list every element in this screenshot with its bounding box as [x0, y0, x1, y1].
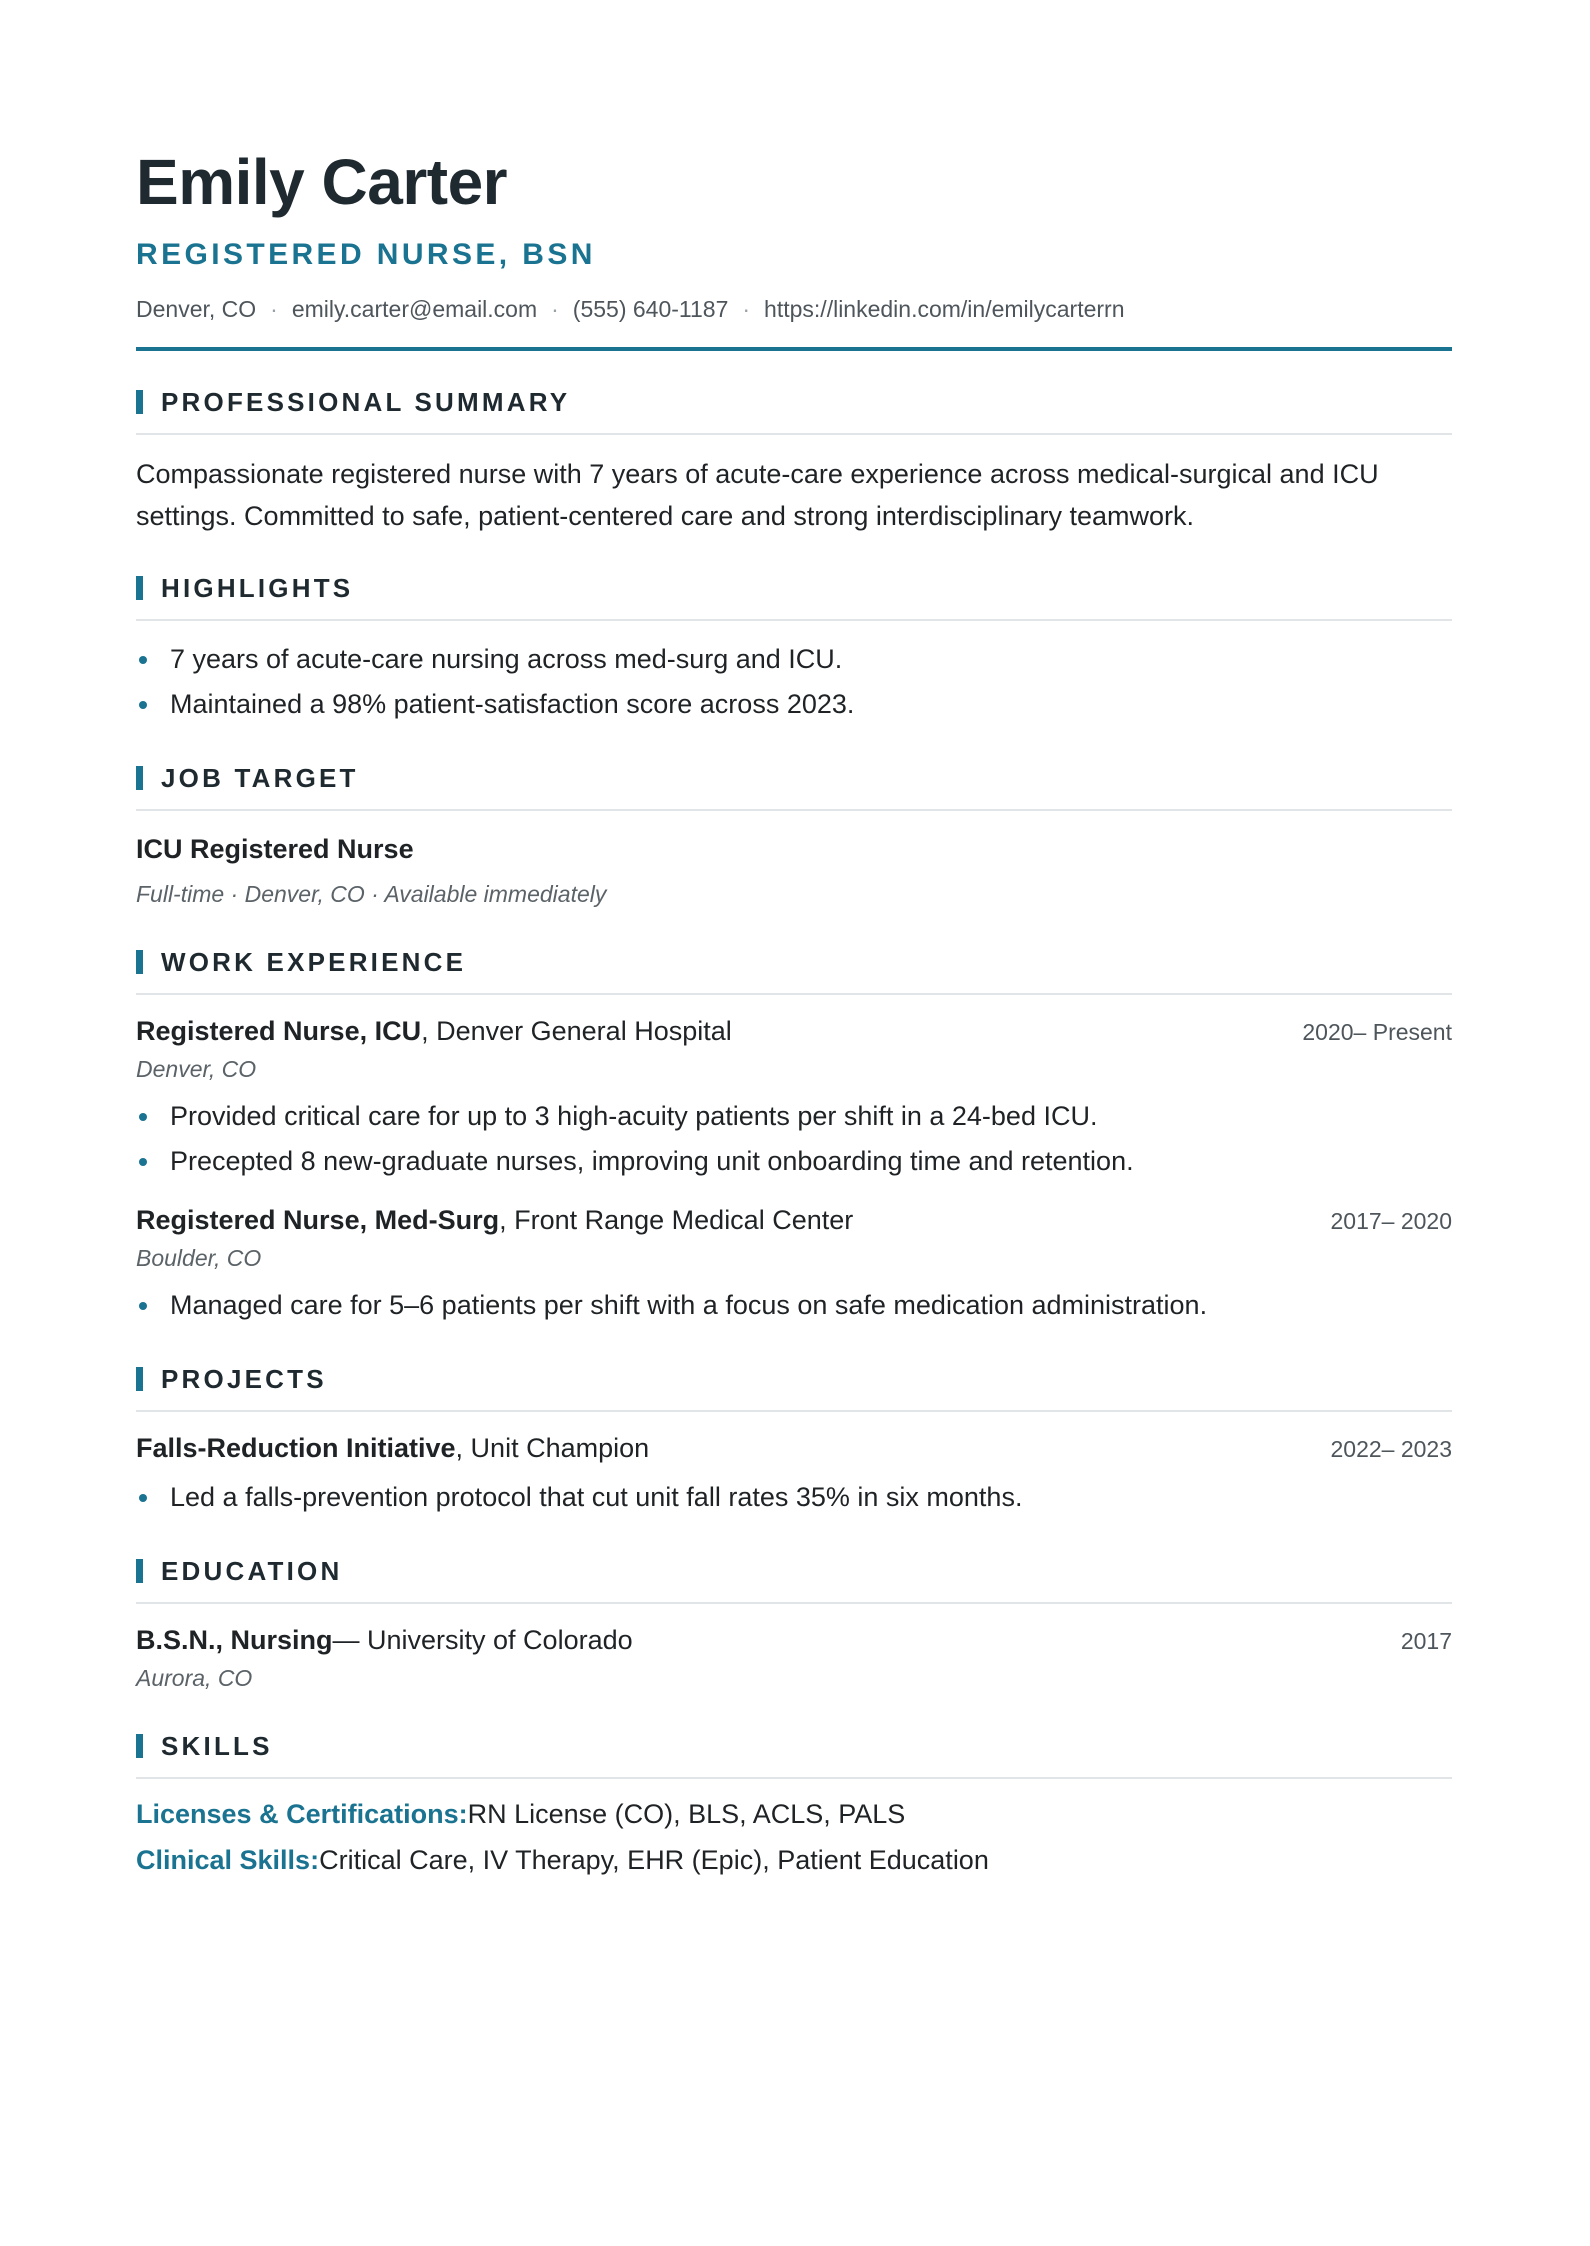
- contact-separator: ·: [270, 296, 278, 322]
- section-accent-bar: [136, 390, 143, 414]
- job-location: Denver, CO: [136, 1056, 257, 1082]
- job-role: Registered Nurse, ICU: [136, 1016, 422, 1046]
- section-title: JOB TARGET: [161, 763, 359, 793]
- bullet-icon: [139, 1158, 147, 1166]
- list-item: [136, 637, 1452, 682]
- candidate-title: REGISTERED NURSE, BSN: [136, 238, 596, 271]
- section-divider: [136, 809, 1452, 811]
- list-item: [136, 1094, 1452, 1139]
- graduation-year: 2017: [1400, 1628, 1452, 1654]
- section-title: EDUCATION: [161, 1556, 343, 1586]
- project-dates: 2022– 2023: [1330, 1436, 1452, 1462]
- skills-row: [136, 1837, 1452, 1883]
- list-item-text: Maintained a 98% patient-satisfaction score across 2023.: [170, 689, 855, 719]
- section-heading: [136, 1556, 1452, 1586]
- contact-separator: ·: [551, 296, 559, 322]
- job-location: Boulder, CO: [136, 1245, 262, 1271]
- resume-header: [136, 146, 1452, 351]
- entry-heading: [136, 1428, 649, 1468]
- section-skills: [136, 1731, 1452, 1883]
- job-dates: 2017– 2020: [1330, 1208, 1452, 1234]
- list-item-text: Led a falls-prevention protocol that cut unit fall rates 35% in six months.: [170, 1482, 1023, 1512]
- job-bullets: [136, 1283, 1452, 1328]
- bullet-icon: [139, 1113, 147, 1121]
- bullet-icon: [139, 701, 147, 709]
- school-location: Aurora, CO: [136, 1665, 253, 1691]
- entry-header: [136, 1428, 1452, 1469]
- bullet-icon: [139, 1302, 147, 1310]
- section-divider: [136, 993, 1452, 995]
- job-target-meta: Full-time · Denver, CO · Available immediately: [136, 881, 607, 907]
- experience-entry: [136, 1200, 1452, 1328]
- education-entry: [136, 1620, 1452, 1695]
- section-accent-bar: [136, 1367, 143, 1391]
- section-heading: [136, 1731, 1452, 1761]
- project-role: , Unit Champion: [455, 1433, 650, 1463]
- summary-text: Compassionate registered nurse with 7 years of acute-care experience across medical-surgical and ICU settings. Committed to safe, patient-centered care and strong interdisciplinary teamwork.: [136, 459, 1379, 531]
- entry-header: [136, 1011, 1452, 1052]
- section-summary: [136, 387, 1452, 537]
- entry-heading: [136, 1011, 732, 1051]
- list-item: [136, 1139, 1452, 1184]
- skills-label: Licenses & Certifications:: [136, 1799, 468, 1829]
- skills-row: [136, 1791, 1452, 1837]
- contact-line: [136, 298, 1452, 321]
- project-name: Falls-Reduction Initiative: [136, 1433, 456, 1463]
- section-education: [136, 1556, 1452, 1695]
- list-item-text: Precepted 8 new-graduate nurses, improving unit onboarding time and retention.: [170, 1146, 1134, 1176]
- header-divider: [136, 347, 1452, 351]
- contact-location: Denver, CO: [136, 296, 257, 322]
- section-projects: [136, 1364, 1452, 1520]
- job-role: Registered Nurse, Med-Surg: [136, 1205, 500, 1235]
- skills-value: RN License (CO), BLS, ACLS, PALS: [467, 1799, 906, 1829]
- list-item: [136, 682, 1452, 727]
- contact-phone: (555) 640-1187: [572, 296, 729, 322]
- experience-entry: [136, 1011, 1452, 1184]
- job-bullets: [136, 1094, 1452, 1184]
- list-item-text: 7 years of acute-care nursing across med-surg and ICU.: [170, 644, 843, 674]
- section-title: PROFESSIONAL SUMMARY: [161, 387, 571, 417]
- job-target-role: ICU Registered Nurse: [136, 834, 414, 864]
- skills-list: [136, 1791, 1452, 1883]
- section-accent-bar: [136, 1559, 143, 1583]
- resume-page: [136, 138, 1452, 1883]
- bullet-icon: [139, 656, 147, 664]
- section-heading: [136, 387, 1452, 417]
- entry-header: [136, 1200, 1452, 1241]
- entry-heading: [136, 1620, 633, 1660]
- skills-value: Critical Care, IV Therapy, EHR (Epic), Patient Education: [319, 1845, 989, 1875]
- section-heading: [136, 947, 1452, 977]
- section-title: SKILLS: [161, 1731, 273, 1761]
- section-heading: [136, 573, 1452, 603]
- contact-linkedin[interactable]: https://linkedin.com/in/emilycarterrn: [764, 296, 1125, 322]
- section-divider: [136, 433, 1452, 435]
- contact-email[interactable]: emily.carter@email.com: [291, 296, 538, 322]
- list-item: [136, 1283, 1452, 1328]
- list-item-text: Provided critical care for up to 3 high-acuity patients per shift in a 24-bed ICU.: [170, 1101, 1098, 1131]
- skills-label: Clinical Skills:: [136, 1845, 320, 1875]
- list-item-text: Managed care for 5–6 patients per shift with a focus on safe medication administration.: [170, 1290, 1208, 1320]
- section-heading: [136, 1364, 1452, 1394]
- section-job-target: [136, 763, 1452, 911]
- project-bullets: [136, 1475, 1452, 1520]
- section-divider: [136, 1602, 1452, 1604]
- candidate-name: Emily Carter: [136, 146, 508, 218]
- job-employer: , Front Range Medical Center: [499, 1205, 854, 1235]
- degree: B.S.N., Nursing: [136, 1625, 333, 1655]
- project-entry: [136, 1428, 1452, 1520]
- section-heading: [136, 763, 1452, 793]
- section-accent-bar: [136, 766, 143, 790]
- section-title: PROJECTS: [161, 1364, 327, 1394]
- list-item: [136, 1475, 1452, 1520]
- highlights-list: [136, 637, 1452, 727]
- section-highlights: [136, 573, 1452, 727]
- entry-header: [136, 1620, 1452, 1661]
- section-title: HIGHLIGHTS: [161, 573, 354, 603]
- section-divider: [136, 619, 1452, 621]
- contact-separator: ·: [742, 296, 751, 322]
- job-dates: 2020– Present: [1302, 1019, 1452, 1045]
- section-accent-bar: [136, 576, 143, 600]
- section-divider: [136, 1410, 1452, 1412]
- entry-heading: [136, 1200, 853, 1240]
- bullet-icon: [139, 1494, 147, 1502]
- job-employer: , Denver General Hospital: [421, 1016, 732, 1046]
- section-divider: [136, 1777, 1452, 1779]
- section-title: WORK EXPERIENCE: [161, 947, 467, 977]
- section-experience: [136, 947, 1452, 1328]
- section-accent-bar: [136, 950, 143, 974]
- section-accent-bar: [136, 1734, 143, 1758]
- school: — University of Colorado: [332, 1625, 633, 1655]
